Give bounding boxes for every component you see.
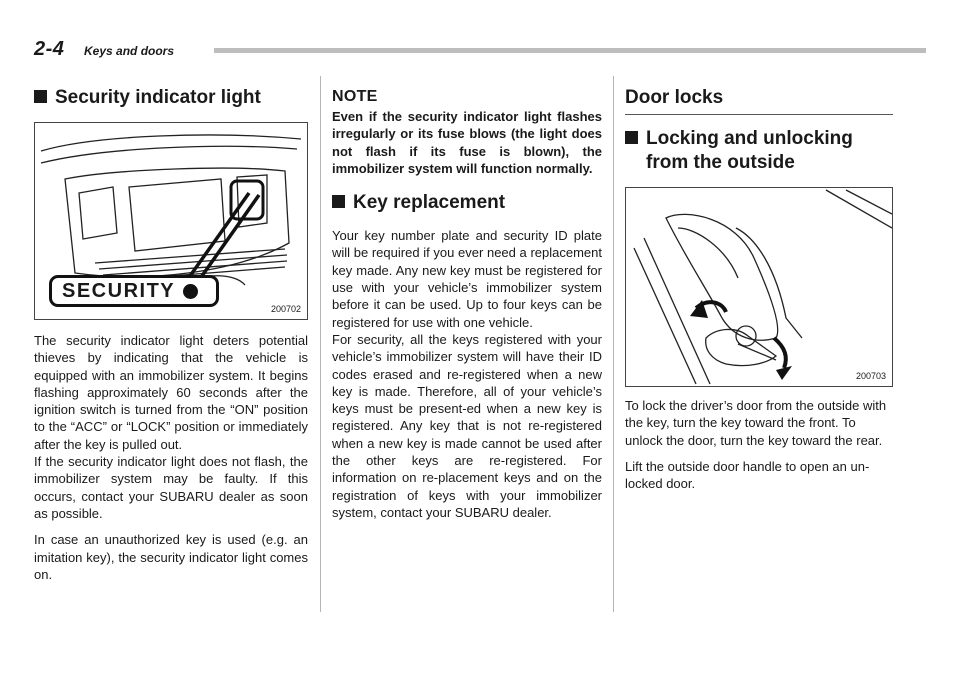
door-handle-illustration — [626, 188, 892, 386]
security-paragraph-1: The security indicator light deters potential thieves by indicating that the vehicle is equipped with an immobilizer system. It begins flashing approximately 60 seconds after the ignition switch is turned from the “ON” position to the “ACC” or “LOCK” position or immediately after the key is pulled out. — [34, 333, 308, 452]
door-locks-title: Door locks — [625, 86, 893, 115]
lock-paragraph-2: Lift the outside door handle to open an un-locked door. — [625, 458, 870, 492]
locking-heading-text: Locking and unlocking from the outside — [646, 128, 853, 173]
security-paragraph-3: In case an unauthorized key is used (e.g. an imitation key), the security indicator light comes on. — [34, 532, 308, 582]
header-rule — [214, 48, 926, 53]
lock-paragraph-1: To lock the driver’s door from the outside with the key, turn the key toward the front. To unlock the door, turn the key toward the rear. — [625, 398, 887, 448]
page-number: 2-4 — [34, 38, 65, 60]
figure-code: 200702 — [270, 304, 301, 314]
figure-code: 200703 — [855, 371, 886, 381]
locking-heading — [625, 127, 893, 175]
security-figure — [34, 122, 308, 320]
security-heading — [34, 86, 308, 110]
key-replacement-heading — [332, 191, 602, 215]
middle-column — [332, 88, 602, 530]
page-header — [34, 38, 894, 60]
security-label-callout — [49, 275, 219, 307]
key-paragraph-2: For security, all the keys registered with your vehicle’s immobilizer system will have their ID codes erased and re-registered when a new key is made. Therefore, all of your vehicle’s keys must be present-ed when a new key is registered. Any key that is not re-registered when a new key is made cannot be used after the other keys are re-registered. For information on re-placement keys and on the registration of keys with your immobilizer system, contact your SUBARU dealer. — [332, 331, 602, 520]
security-label: SECURITY — [62, 279, 176, 302]
key-replacement-heading-text: Key replacement — [353, 192, 506, 214]
square-bullet-icon — [332, 195, 345, 208]
section-name: Keys and doors — [84, 44, 175, 58]
square-bullet-icon — [34, 90, 47, 103]
security-paragraph-2: If the security indicator light does not flash, the immobilizer system may be faulty. If this occurs, contact your SUBARU dealer as soon as possible. — [34, 454, 308, 521]
indicator-dot-icon — [183, 284, 198, 299]
right-column — [625, 86, 893, 501]
left-column — [34, 86, 308, 592]
door-handle-figure — [625, 187, 893, 387]
square-bullet-icon — [625, 131, 638, 144]
key-paragraph-1: Your key number plate and security ID plate will be required if you ever need a replacement key made. Any new key must be registered for use with your vehicle’s immobilizer system before it can be used. Up to four keys can be registered for use with one vehicle. — [332, 228, 602, 330]
security-heading-text: Security indicator light — [55, 87, 261, 108]
note-text: Even if the security indicator light flashes irregularly or its fuse blows (the light does not flash if its fuse is blown), the immobilizer system will function normally. — [332, 109, 602, 176]
note-title: NOTE — [332, 88, 378, 105]
column-divider-1 — [320, 76, 321, 612]
column-divider-2 — [613, 76, 614, 612]
